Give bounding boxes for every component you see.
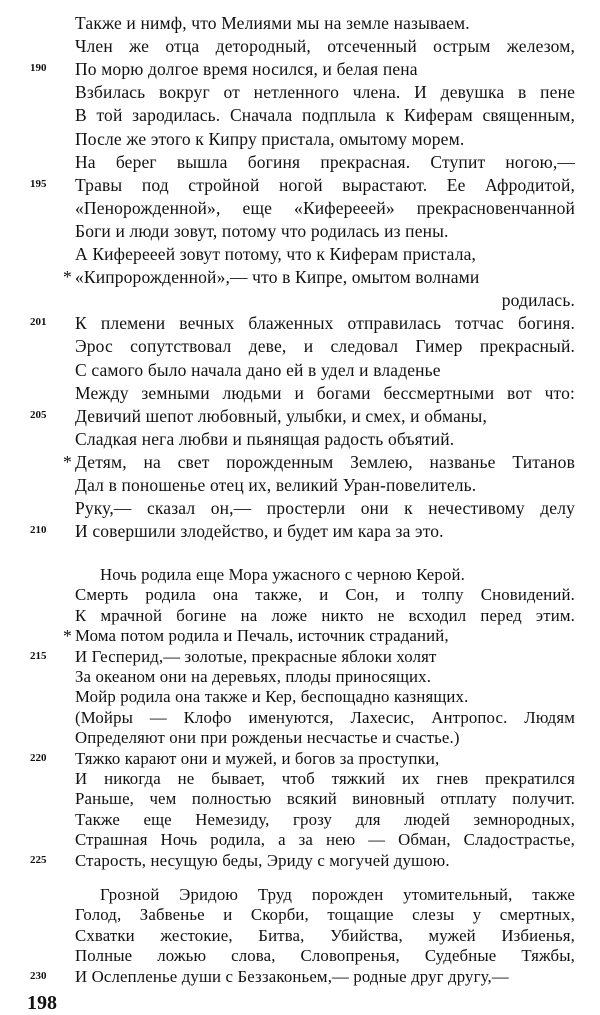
note-marker: * — [63, 267, 72, 288]
verse-line: Девичий шепот любовный, улыбки, и смех, и обманы, — [75, 405, 487, 426]
verse-line: И совершили злодейство, и будет им кара за это. — [75, 521, 444, 542]
page-number: 198 — [27, 992, 57, 1014]
line-number: 201 — [30, 316, 47, 329]
line-number: 190 — [30, 62, 47, 75]
note-marker: * — [63, 626, 72, 647]
verse-line: Также еще Немезиду, грозу для людей земнородных, — [75, 809, 575, 829]
verse-line: Дал в поношенье отец их, великий Уран-повелитель. — [75, 475, 477, 495]
verse-line: Определяют они при рожденьи несчастье и счастье.) — [75, 728, 460, 748]
verse-line: К племени вечных блаженных отправилась тотчас богиня. — [75, 313, 575, 334]
verse-line: За океаном они на деревьях, плоды приносящих. — [75, 667, 432, 686]
verse-line: На берег вышла богиня прекрасная. Ступит ногою,— — [75, 151, 575, 172]
verse-line: (Мойры — Клофо именуются, Лахесис, Антропос. Людям — [75, 707, 575, 727]
verse-line: «Кипророжденной»,— что в Кипре, омытом волнами — [75, 267, 480, 288]
line-number: 225 — [30, 853, 47, 866]
verse-line: Смерть родила она также, и Сон, и толпу Сновидений. — [75, 585, 575, 605]
verse-line: По морю долгое время носился, и белая пена — [75, 59, 418, 80]
note-marker: * — [63, 451, 72, 472]
verse-line: После же этого к Кипру пристала, омытому морем. — [75, 128, 465, 149]
verse-line: Грозной Эридою Труд порожден утомительный, также — [100, 885, 575, 904]
verse-line: Травы под стройной ногой вырастают. Ее Афродитой, — [75, 174, 575, 195]
verse-line: К мрачной богине на ложе никто не всходил перед этим. — [75, 605, 575, 625]
line-number: 205 — [30, 408, 47, 421]
verse-line: Раньше, чем полностью всякий виновный отплату получит. — [75, 789, 575, 809]
verse-line: Взбилась вокруг от нетленного члена. И девушка в пене — [75, 82, 575, 103]
verse-line: Руку,— сказал он,— простерли они к нечестивому делу — [75, 498, 575, 519]
verse-line: Старость, несущую беды, Эриду с могучей душою. — [75, 850, 450, 870]
verse-line: Эрос сопутствовал деве, и следовал Гимер прекрасный. — [75, 336, 575, 357]
verse-line: С самого было начала дано ей в удел и владенье — [75, 359, 441, 380]
verse-line: Детям, на свет порожденным Землею, названье Титанов — [75, 451, 575, 472]
line-number: 215 — [30, 649, 47, 662]
line-number: 220 — [30, 751, 47, 764]
verse-line: И Гесперид,— золотые, прекрасные яблоки холят — [75, 646, 437, 666]
verse-line: Член же отца детородный, отсеченный острым железом, — [75, 36, 575, 57]
verse-line: Боги и люди зовут, потому что родилась из пены. — [75, 220, 449, 241]
verse-line: Между земными людьми и богами бессмертными вот что: — [75, 382, 575, 403]
verse-line: Также и нимф, что Мелиями мы на земле называем. — [75, 13, 470, 33]
verse-line: И никогда не бывает, чтоб тяжкий их гнев прекратился — [75, 769, 575, 788]
line-number: 230 — [30, 969, 47, 982]
verse-line: Тяжко карают они и мужей, и богов за проступки, — [75, 748, 440, 768]
verse-line: Полные ложью слова, Словопренья, Судебные Тяжбы, — [75, 946, 575, 966]
verse-line: Схватки жестокие, Битва, Убийства, мужей Избиенья, — [75, 925, 575, 945]
verse-line: Страшная Ночь родила, а за нею — Обман, Сладострастье, — [75, 830, 575, 850]
verse-line: Ночь родила еще Мора ужасного с черною Керой. — [100, 565, 465, 584]
verse-line: А Киферееей зовут потому, что к Киферам пристала, — [75, 244, 477, 264]
verse-line: Голод, Забвенье и Скорби, тощащие слезы у смертных, — [75, 905, 575, 925]
verse-line: В той зародилась. Сначала подплыла к Киферам священным, — [75, 105, 575, 126]
verse-line: Мома потом родила и Печаль, источник страданий, — [75, 626, 449, 646]
verse-line: Сладкая нега любви и пьянящая радость объятий. — [75, 428, 455, 449]
line-number: 210 — [30, 524, 47, 537]
verse-line: И Ослепленье души с Беззаконьем,— родные друг другу,— — [75, 966, 509, 986]
verse-line: Мойр родила она также и Кер, беспощадно казнящих. — [75, 687, 469, 707]
verse-line: «Пенорожденной», еще «Киферееей» прекрасновенчанной — [75, 197, 575, 218]
verse-line-carryover: родилась. — [501, 290, 575, 311]
line-number: 195 — [30, 177, 47, 190]
